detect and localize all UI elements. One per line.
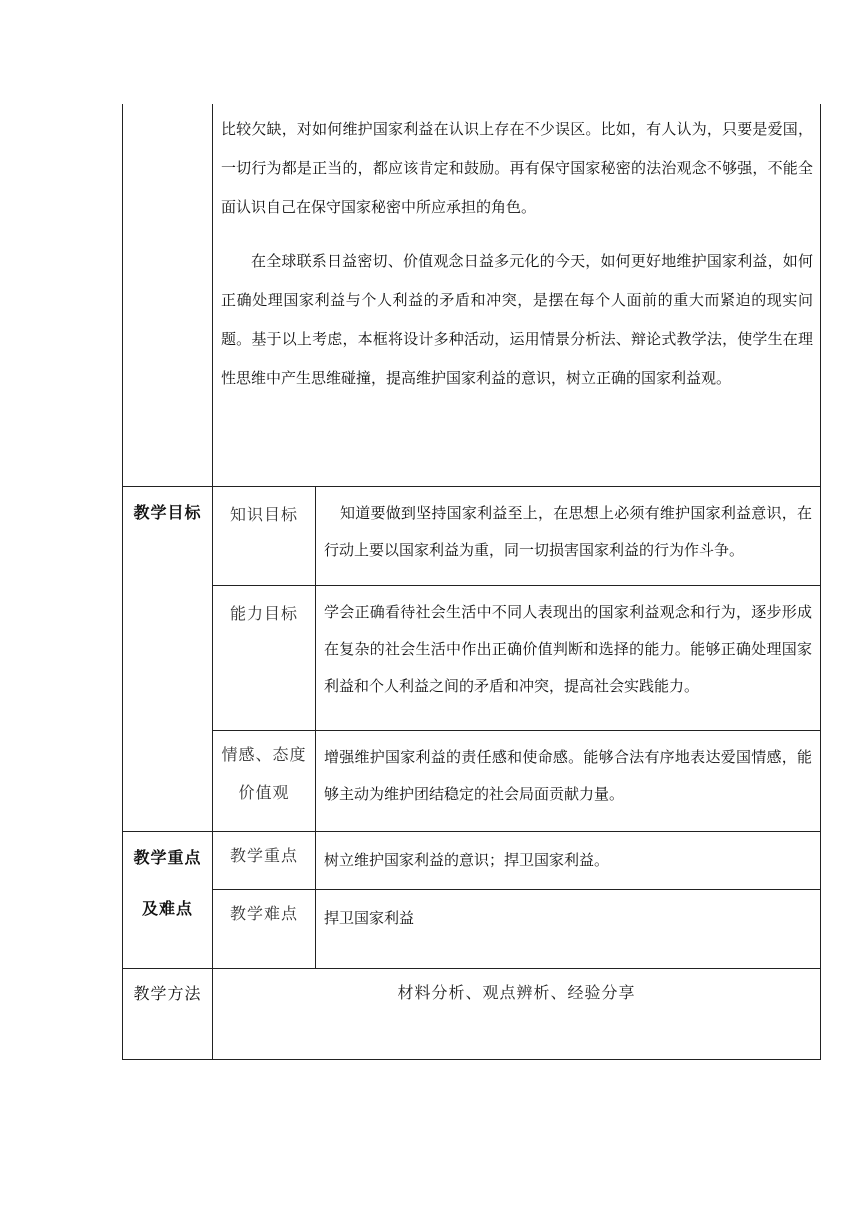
keypoint-label-cell (213, 832, 316, 890)
keypoints-row-focus (123, 832, 821, 890)
keypoint-label-focus: 教学重点 (229, 846, 298, 865)
objective-label-cell (213, 487, 316, 586)
methods-row (123, 969, 821, 1060)
objective-label-emotion: 情感、态度价值观 (221, 745, 307, 802)
keypoint-text-difficulty: 捍卫国家利益 (324, 909, 415, 927)
background-header-cell (123, 104, 213, 487)
background-content-cell (213, 104, 821, 487)
keypoint-label-difficulty: 教学难点 (229, 904, 298, 923)
background-paragraph-1: 比较欠缺，对如何维护国家利益在认识上存在不少误区。比如，有人认为，只要是爱国，一切行为都是正当的，都应该肯定和鼓励。再有保守国家秘密的法治观念不够强，不能全面认识自己在保守国家秘密中所应承担的角色。 (221, 120, 813, 216)
methods-header: 教学方法 (133, 984, 202, 1003)
keypoint-label-cell (213, 890, 316, 969)
objective-text-cell (316, 487, 821, 586)
objective-text-cell (316, 586, 821, 731)
objectives-header-cell (123, 487, 213, 832)
lesson-plan-table (122, 104, 821, 1060)
background-paragraph-2: 在全球联系日益密切、价值观念日益多元化的今天，如何更好地维护国家利益，如何正确处理国家利益与个人利益的矛盾和冲突，是摆在每个人面前的重大而紧迫的现实问题。基于以上考虑，本框将设计多种活动，运用情景分析法、辩论式教学法，使学生在理性思维中产生思维碰撞，提高维护国家利益的意识，树立正确的国家利益观。 (221, 252, 813, 387)
methods-content-cell (213, 969, 821, 1060)
objectives-header: 教学目标 (133, 503, 202, 522)
keypoint-text-cell (316, 890, 821, 969)
methods-text: 材料分析、观点辨析、经验分享 (397, 983, 636, 1002)
objective-label-cell (213, 586, 316, 731)
objectives-row-emotion (123, 731, 821, 832)
keypoints-header-cell (123, 832, 213, 969)
keypoints-row-difficulty (123, 890, 821, 969)
objective-text-knowledge: 知道要做到坚持国家利益至上，在思想上必须有维护国家利益意识，在行动上要以国家利益为重，同一切损害国家利益的行为作斗争。 (324, 504, 812, 559)
objective-label-ability: 能力目标 (229, 604, 298, 623)
objective-label-knowledge: 知识目标 (229, 505, 298, 524)
objective-label-cell (213, 731, 316, 832)
objective-text-emotion: 增强维护国家利益的责任感和使命感。能够合法有序地表达爱国情感，能够主动为维护团结稳定的社会局面贡献力量。 (324, 748, 812, 803)
keypoint-text-cell (316, 832, 821, 890)
keypoints-header: 教学重点及难点 (133, 848, 202, 918)
objectives-row-knowledge (123, 487, 821, 586)
background-row (123, 104, 821, 487)
objective-text-cell (316, 731, 821, 832)
keypoint-text-focus: 树立维护国家利益的意识；捍卫国家利益。 (324, 851, 610, 869)
methods-header-cell (123, 969, 213, 1060)
objective-text-ability: 学会正确看待社会生活中不同人表现出的国家利益观念和行为，逐步形成在复杂的社会生活中作出正确价值判断和选择的能力。能够正确处理国家利益和个人利益之间的矛盾和冲突，提高社会实践能力。 (324, 603, 812, 695)
objectives-row-ability (123, 586, 821, 731)
